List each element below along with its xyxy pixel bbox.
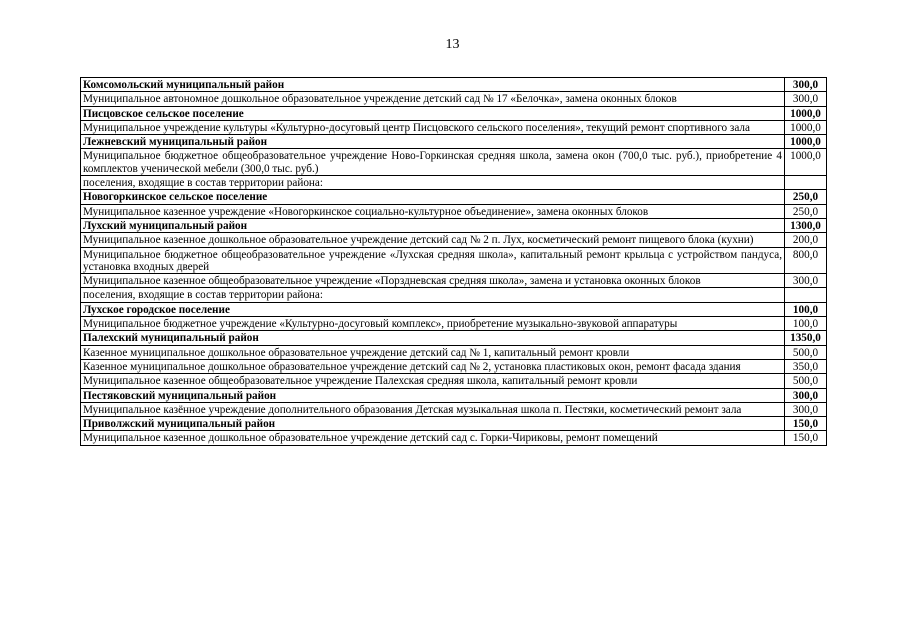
- institution-description: Муниципальное казенное общеобразовательное учреждение «Порздневская средняя школа», замена и установка оконных блоков: [81, 274, 785, 288]
- note-row: [81, 288, 827, 302]
- section-total-amount: 1300,0: [785, 218, 827, 232]
- table-row: [81, 149, 827, 176]
- amount-cell: [785, 288, 827, 302]
- institution-description: Муниципальное бюджетное общеобразовательное учреждение «Лухская средняя школа», капитальный ремонт крыльца с устройством пандуса, установка входных дверей: [81, 247, 785, 274]
- amount-cell: 500,0: [785, 345, 827, 359]
- amount-cell: 150,0: [785, 431, 827, 445]
- table-row: [81, 233, 827, 247]
- section-title: Лежневский муниципальный район: [81, 135, 785, 149]
- institution-description: Казенное муниципальное дошкольное образовательное учреждение детский сад № 2, установка пластиковых окон, ремонт фасада здания: [81, 359, 785, 373]
- institution-description: Муниципальное казенное общеобразовательное учреждение Палехская средняя школа, капитальный ремонт кровли: [81, 374, 785, 388]
- institution-description: Муниципальное казенное дошкольное образовательное учреждение детский сад с. Горки-Чириковы, ремонт помещений: [81, 431, 785, 445]
- table-row: [81, 92, 827, 106]
- amount-cell: 300,0: [785, 402, 827, 416]
- section-title: Лухское городское поселение: [81, 302, 785, 316]
- table-row: [81, 247, 827, 274]
- section-total-amount: 100,0: [785, 302, 827, 316]
- table-row: [81, 317, 827, 331]
- section-header-row: [81, 106, 827, 120]
- amount-cell: 1000,0: [785, 120, 827, 134]
- institution-description: Муниципальное бюджетное учреждение «Культурно-досуговый комплекс», приобретение музыкально-звуковой аппаратуры: [81, 317, 785, 331]
- table-row: [81, 359, 827, 373]
- amount-cell: 500,0: [785, 374, 827, 388]
- table-row: [81, 274, 827, 288]
- section-total-amount: 300,0: [785, 78, 827, 92]
- section-header-row: [81, 302, 827, 316]
- amount-cell: 200,0: [785, 233, 827, 247]
- section-title: Пестяковский муниципальный район: [81, 388, 785, 402]
- section-title: Приволжский муниципальный район: [81, 417, 785, 431]
- institution-description: Казенное муниципальное дошкольное образовательное учреждение детский сад № 1, капитальный ремонт кровли: [81, 345, 785, 359]
- section-title: Лухский муниципальный район: [81, 218, 785, 232]
- amount-cell: [785, 176, 827, 190]
- amount-cell: 350,0: [785, 359, 827, 373]
- section-title: Писцовское сельское поселение: [81, 106, 785, 120]
- table-row: [81, 204, 827, 218]
- section-total-amount: 1350,0: [785, 331, 827, 345]
- budget-table-body: [81, 78, 827, 446]
- institution-description: Муниципальное казенное учреждение «Новогоркинское социально-культурное объединение», замена оконных блоков: [81, 204, 785, 218]
- section-header-row: [81, 218, 827, 232]
- institution-description: Муниципальное казенное дошкольное образовательное учреждение детский сад № 2 п. Лух, косметический ремонт пищевого блока (кухни): [81, 233, 785, 247]
- section-title: Новогоркинское сельское поселение: [81, 190, 785, 204]
- institution-description: Муниципальное автономное дошкольное образовательное учреждение детский сад № 17 «Белочка», замена оконных блоков: [81, 92, 785, 106]
- table-row: [81, 345, 827, 359]
- section-header-row: [81, 135, 827, 149]
- institution-description: Муниципальное учреждение культуры «Культурно-досуговый центр Писцовского сельского поселения», текущий ремонт спортивного зала: [81, 120, 785, 134]
- section-total-amount: 300,0: [785, 388, 827, 402]
- section-total-amount: 1000,0: [785, 106, 827, 120]
- amount-cell: 250,0: [785, 204, 827, 218]
- section-header-row: [81, 190, 827, 204]
- section-title: Палехский муниципальный район: [81, 331, 785, 345]
- institution-description: Муниципальное бюджетное общеобразовательное учреждение Ново-Горкинская средняя школа, замена окон (700,0 тыс. руб.), приобретение 4 комплектов ученической мебели (300,0 тыс. руб.): [81, 149, 785, 176]
- page-number: 13: [445, 37, 460, 52]
- section-total-amount: 250,0: [785, 190, 827, 204]
- section-header-row: [81, 417, 827, 431]
- section-total-amount: 150,0: [785, 417, 827, 431]
- amount-cell: 100,0: [785, 317, 827, 331]
- amount-cell: 300,0: [785, 274, 827, 288]
- institution-description: поселения, входящие в состав территории района:: [81, 288, 785, 302]
- section-total-amount: 1000,0: [785, 135, 827, 149]
- note-row: [81, 176, 827, 190]
- amount-cell: 800,0: [785, 247, 827, 274]
- section-header-row: [81, 331, 827, 345]
- table-row: [81, 374, 827, 388]
- amount-cell: 300,0: [785, 92, 827, 106]
- section-header-row: [81, 388, 827, 402]
- table-row: [81, 431, 827, 445]
- institution-description: Муниципальное казённое учреждение дополнительного образования Детская музыкальная школа п. Пестяки, косметический ремонт зала: [81, 402, 785, 416]
- institution-description: поселения, входящие в состав территории района:: [81, 176, 785, 190]
- budget-table: [80, 77, 827, 446]
- section-title: Комсомольский муниципальный район: [81, 78, 785, 92]
- table-row: [81, 402, 827, 416]
- amount-cell: 1000,0: [785, 149, 827, 176]
- section-header-row: [81, 78, 827, 92]
- table-row: [81, 120, 827, 134]
